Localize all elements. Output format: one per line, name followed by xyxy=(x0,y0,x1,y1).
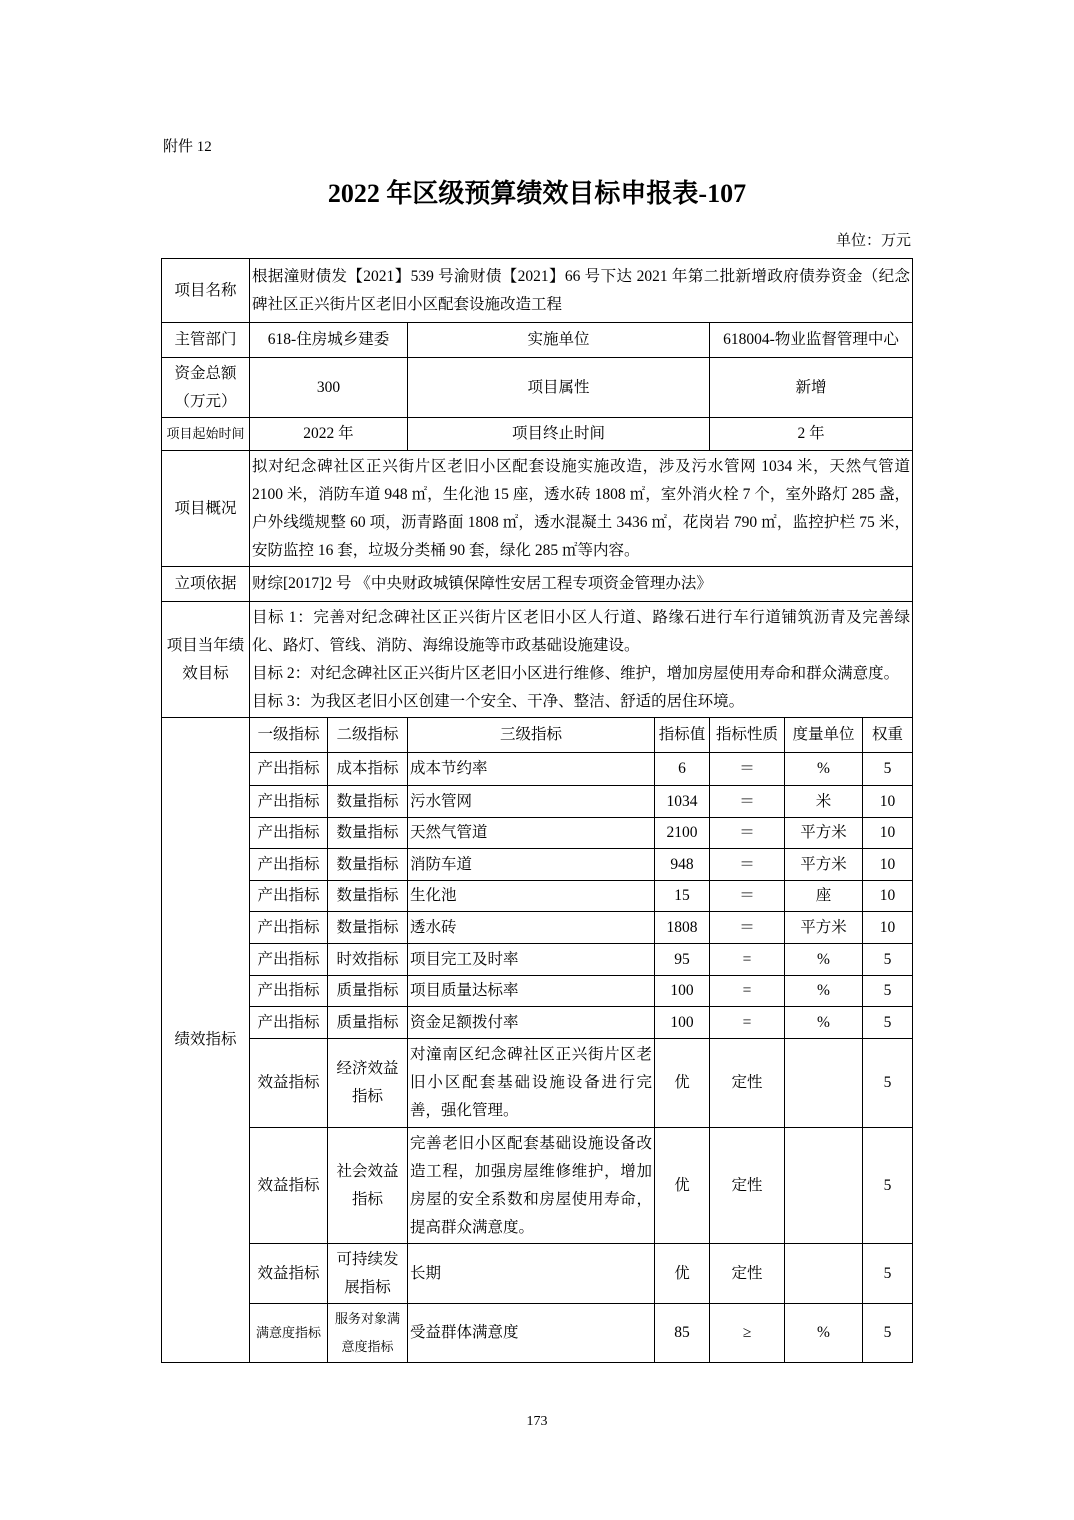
indicator-row xyxy=(162,818,913,849)
indicator-row xyxy=(162,849,913,881)
measure-unit-cell xyxy=(785,1244,863,1304)
level2-cell: 质量指标 xyxy=(328,1007,408,1039)
indicator-nature-cell: ＝ xyxy=(710,912,785,944)
column-header: 三级指标 xyxy=(408,718,655,753)
goal-item: 目标 3：为我区老旧小区创建一个安全、干净、整洁、舒适的居住环境。 xyxy=(252,692,745,710)
indicator-value-cell: 2100 xyxy=(655,818,710,849)
measure-unit-cell: 米 xyxy=(785,786,863,818)
attribute-label: 项目属性 xyxy=(408,358,710,418)
measure-unit-cell: 平方米 xyxy=(785,818,863,849)
indicator-value-cell: 948 xyxy=(655,849,710,881)
indicator-nature-cell: = xyxy=(710,944,785,976)
project-name-value: 根据潼财债发【2021】539 号渝财债【2021】66 号下达 2021 年第二批新增政府债券资金（纪念碑社区正兴街片区老旧小区配套设施改造工程 xyxy=(250,259,913,323)
indicator-value-cell: 优 xyxy=(655,1128,710,1244)
basis-value: 财综[2017]2 号 《中央财政城镇保障性安居工程专项资金管理办法》 xyxy=(250,567,913,602)
measure-unit-cell: 平方米 xyxy=(785,912,863,944)
measure-unit-cell: % xyxy=(785,753,863,786)
budget-target-form xyxy=(161,258,913,1363)
attribute-value: 新增 xyxy=(710,358,913,418)
level2-cell: 质量指标 xyxy=(328,976,408,1007)
level2-cell: 数量指标 xyxy=(328,849,408,881)
total-funds-label xyxy=(162,358,250,418)
indicator-value-cell: 100 xyxy=(655,1007,710,1039)
measure-unit-cell: 平方米 xyxy=(785,849,863,881)
indicator-value-cell: 优 xyxy=(655,1244,710,1304)
level1-cell: 产出指标 xyxy=(250,753,328,786)
level3-cell: 成本节约率 xyxy=(408,753,655,786)
level2-cell: 数量指标 xyxy=(328,881,408,912)
level1-cell: 产出指标 xyxy=(250,912,328,944)
overview-label: 项目概况 xyxy=(162,451,250,567)
weight-cell: 5 xyxy=(863,1128,913,1244)
attachment-label: 附件 12 xyxy=(163,139,212,155)
level3-cell: 长期 xyxy=(408,1244,655,1304)
indicator-nature-cell: 定性 xyxy=(710,1244,785,1304)
weight-cell: 5 xyxy=(863,976,913,1007)
level3-cell: 项目完工及时率 xyxy=(408,944,655,976)
weight-cell: 10 xyxy=(863,881,913,912)
unit-label: 单位：万元 xyxy=(835,233,911,249)
indicator-row xyxy=(162,1128,913,1244)
project-name-row xyxy=(162,259,913,323)
department-label: 主管部门 xyxy=(162,323,250,358)
indicator-row xyxy=(162,753,913,786)
level3-cell: 项目质量达标率 xyxy=(408,976,655,1007)
level2-cell: 成本指标 xyxy=(328,753,408,786)
page-number: 173 xyxy=(526,1414,548,1429)
indicator-nature-cell: 定性 xyxy=(710,1128,785,1244)
goal-item: 目标 2：对纪念碑社区正兴街片区老旧小区进行维修、维护，增加房屋使用寿命和群众满意度。 xyxy=(252,664,900,682)
level3-cell: 天然气管道 xyxy=(408,818,655,849)
weight-cell: 5 xyxy=(863,753,913,786)
level2-cell: 数量指标 xyxy=(328,786,408,818)
level2-cell: 数量指标 xyxy=(328,912,408,944)
measure-unit-cell xyxy=(785,1128,863,1244)
level3-cell: 透水砖 xyxy=(408,912,655,944)
level3-cell: 完善老旧小区配套基础设施设备改造工程，加强房屋维修维护，增加房屋的安全系数和房屋使用寿命，提高群众满意度。 xyxy=(408,1128,655,1244)
indicator-value-cell: 优 xyxy=(655,1039,710,1128)
column-header: 一级指标 xyxy=(250,718,328,753)
level2-cell: 时效指标 xyxy=(328,944,408,976)
measure-unit-cell: % xyxy=(785,976,863,1007)
level2-cell: 社会效益指标 xyxy=(328,1128,408,1244)
indicator-row xyxy=(162,881,913,912)
level3-cell: 污水管网 xyxy=(408,786,655,818)
weight-cell: 10 xyxy=(863,912,913,944)
column-header: 权重 xyxy=(863,718,913,753)
total-funds-label-main: 资金总额 xyxy=(174,364,237,382)
level3-cell: 对潼南区纪念碑社区正兴街片区老旧小区配套基础设施设备进行完善，强化管理。 xyxy=(408,1039,655,1128)
level3-cell: 受益群体满意度 xyxy=(408,1304,655,1363)
level1-cell: 效益指标 xyxy=(250,1039,328,1128)
annual-goals-row xyxy=(162,602,913,718)
indicator-nature-cell: ＝ xyxy=(710,849,785,881)
measure-unit-cell: 座 xyxy=(785,881,863,912)
implementer-value: 618004-物业监督管理中心 xyxy=(710,323,913,358)
level3-cell: 资金足额拨付率 xyxy=(408,1007,655,1039)
level1-cell: 产出指标 xyxy=(250,881,328,912)
indicator-nature-cell: ＝ xyxy=(710,881,785,912)
measure-unit-cell xyxy=(785,1039,863,1128)
annual-goals-label: 项目当年绩效目标 xyxy=(162,602,250,718)
weight-cell: 5 xyxy=(863,1039,913,1128)
total-funds-value: 300 xyxy=(250,358,408,418)
project-name-label: 项目名称 xyxy=(162,259,250,323)
indicator-row xyxy=(162,912,913,944)
column-header: 指标值 xyxy=(655,718,710,753)
indicator-nature-cell: = xyxy=(710,1007,785,1039)
goal-item: 目标 1：完善对纪念碑社区正兴街片区老旧小区人行道、路缘石进行车行道铺筑沥青及完善绿化、路灯、管线、消防、海绵设施等市政基础设施建设。 xyxy=(252,608,911,654)
indicator-nature-cell: 定性 xyxy=(710,1039,785,1128)
funds-row xyxy=(162,358,913,418)
indicator-value-cell: 6 xyxy=(655,753,710,786)
indicator-row xyxy=(162,944,913,976)
period-row xyxy=(162,418,913,451)
weight-cell: 5 xyxy=(863,1007,913,1039)
column-header: 二级指标 xyxy=(328,718,408,753)
indicator-row xyxy=(162,1007,913,1039)
indicator-row xyxy=(162,1304,913,1363)
level1-cell: 效益指标 xyxy=(250,1244,328,1304)
measure-unit-cell: % xyxy=(785,1007,863,1039)
total-funds-label-unit: （万元） xyxy=(174,392,237,410)
measure-unit-cell: % xyxy=(785,1304,863,1363)
level1-cell: 效益指标 xyxy=(250,1128,328,1244)
level1-cell: 产出指标 xyxy=(250,976,328,1007)
indicator-value-cell: 85 xyxy=(655,1304,710,1363)
level2-cell: 数量指标 xyxy=(328,818,408,849)
indicator-value-cell: 100 xyxy=(655,976,710,1007)
end-time-label: 项目终止时间 xyxy=(408,418,710,451)
basis-label: 立项依据 xyxy=(162,567,250,602)
level3-cell: 消防车道 xyxy=(408,849,655,881)
department-value: 618-住房城乡建委 xyxy=(250,323,408,358)
weight-cell: 5 xyxy=(863,1304,913,1363)
basis-row xyxy=(162,567,913,602)
department-row xyxy=(162,323,913,358)
level1-cell: 满意度指标 xyxy=(250,1304,328,1363)
weight-cell: 5 xyxy=(863,1244,913,1304)
level1-cell: 产出指标 xyxy=(250,818,328,849)
indicator-nature-cell: ＝ xyxy=(710,786,785,818)
annual-goals-value xyxy=(250,602,913,718)
start-time-value: 2022 年 xyxy=(250,418,408,451)
level2-cell: 经济效益指标 xyxy=(328,1039,408,1128)
indicator-row xyxy=(162,1244,913,1304)
weight-cell: 5 xyxy=(863,944,913,976)
level1-cell: 产出指标 xyxy=(250,786,328,818)
level1-cell: 产出指标 xyxy=(250,849,328,881)
implementer-label: 实施单位 xyxy=(408,323,710,358)
overview-row xyxy=(162,451,913,567)
column-header: 度量单位 xyxy=(785,718,863,753)
level3-cell: 生化池 xyxy=(408,881,655,912)
indicator-value-cell: 1808 xyxy=(655,912,710,944)
indicator-nature-cell: = xyxy=(710,976,785,1007)
indicator-header-row xyxy=(162,718,913,753)
indicator-row xyxy=(162,1039,913,1128)
indicator-nature-cell: ＝ xyxy=(710,753,785,786)
indicator-row xyxy=(162,786,913,818)
overview-value: 拟对纪念碑社区正兴街片区老旧小区配套设施实施改造，涉及污水管网 1034 米，天然气管道 2100 米，消防车道 948 ㎡，生化池 15 座，透水砖 1808 ㎡，室外消火栓 7 个，室外路灯 285 盏，户外线缆规整 60 项，沥青路面 1808 ㎡，透水混凝土 3436 ㎡，花岗岩 790 ㎡，监控护栏 75 米，安防监控 16 套，垃圾分类桶 90 套，绿化 285 ㎡等内容。 xyxy=(250,451,913,567)
weight-cell: 10 xyxy=(863,818,913,849)
level2-cell: 服务对象满意度指标 xyxy=(328,1304,408,1363)
end-time-value: 2 年 xyxy=(710,418,913,451)
weight-cell: 10 xyxy=(863,849,913,881)
weight-cell: 10 xyxy=(863,786,913,818)
performance-section-label: 绩效指标 xyxy=(162,718,250,1363)
measure-unit-cell: % xyxy=(785,944,863,976)
column-header: 指标性质 xyxy=(710,718,785,753)
page-title: 2022 年区级预算绩效目标申报表-107 xyxy=(327,179,747,208)
level2-cell: 可持续发展指标 xyxy=(328,1244,408,1304)
indicator-value-cell: 15 xyxy=(655,881,710,912)
indicator-row xyxy=(162,976,913,1007)
level1-cell: 产出指标 xyxy=(250,944,328,976)
indicator-nature-cell: ＝ xyxy=(710,818,785,849)
indicator-value-cell: 95 xyxy=(655,944,710,976)
indicator-value-cell: 1034 xyxy=(655,786,710,818)
level1-cell: 产出指标 xyxy=(250,1007,328,1039)
start-time-label: 项目起始时间 xyxy=(162,418,250,451)
indicator-nature-cell: ≥ xyxy=(710,1304,785,1363)
